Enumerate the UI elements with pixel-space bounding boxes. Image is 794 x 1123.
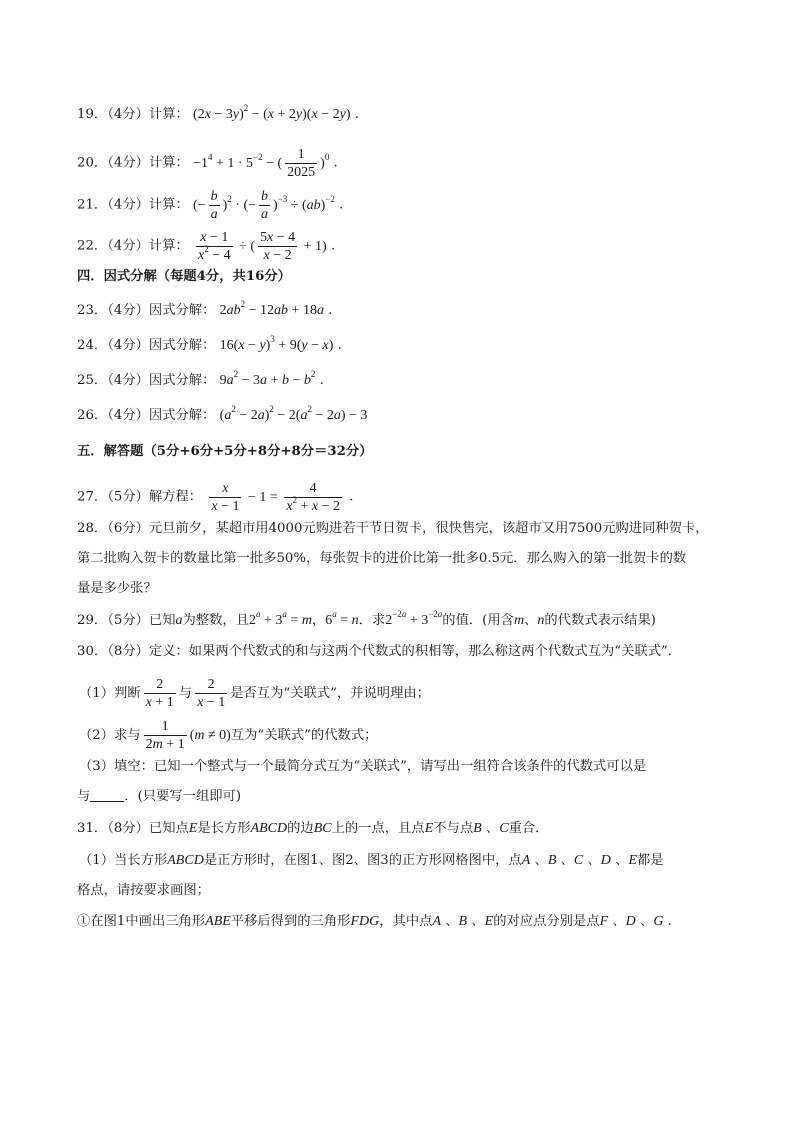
question-31-subpart-1: ①在图1中画出三角形ABE平移后得到的三角形FDG，其中点A 、B 、E的对应点分别是点F 、D 、G . [77, 914, 672, 929]
question-25: 25．（4分）因式分解： $9a^2 - 3a + b - b^2$ . [77, 369, 324, 388]
q26-instruction: 因式分解： [148, 408, 216, 423]
q19-expression: $(2x - 3y)^2 - (x + 2y)(x - 2y)$ [193, 103, 351, 122]
q22-instruction: 计算： [148, 238, 189, 254]
section-4-heading: 四．因式分解（每题4分，共16分） [77, 269, 291, 284]
question-31: 31．（8分）已知点E是长方形ABCD的边BC上的一点，且点E不与点B 、C重合． [77, 821, 549, 836]
question-27: 27．（5分）解方程： $\frac{x}{x - 1}$ − 1 = $\frac{4}{x^2 + x - 2}$ . [77, 481, 354, 514]
question-21: 21．（4分）计算： (− $\frac{b}{a}$ )$^2$ · (− $\frac{b}{a}$ )$^{-3}$ ÷ (ab)$^{-2}$ . [77, 189, 344, 222]
question-30-part-1: （1）判断 $\frac{2}{x + 1}$ 与 $\frac{2}{x - 1}$ 是否互为“关联式”，并说明理由； [79, 677, 430, 710]
question-30-part-2: （2）求与 $\frac{1}{2m + 1}$ (m ≠ 0)互为“关联式”的代数式； [79, 719, 378, 752]
q20-expression: $-1^4 + 1 \cdot 5^{-2}$ − ( $\frac{1}{2025}$ )$^0$ [193, 147, 330, 180]
q27-equation: $\frac{x}{x - 1}$ − 1 = $\frac{4}{x^2 + x - 2}$ [211, 481, 341, 514]
section-5-heading: 五．解答题（5分+6分+5分+8分+8分＝32分） [77, 444, 373, 459]
q24-instruction: 因式分解： [148, 338, 216, 353]
q25-number: 25 [77, 373, 94, 388]
q19-number: 19 [77, 107, 94, 122]
question-30-part-3-answer: 与 ．(只要写一组即可) [77, 789, 242, 804]
q21-expression: (− $\frac{b}{a}$ )$^2$ · (− $\frac{b}{a}$ )$^{-3}$ ÷ (ab)$^{-2}$ [193, 189, 335, 222]
q20-number: 20 [77, 155, 94, 171]
question-31-part-1: （1）当长方形ABCD是正方形时，在图1、图2、图3的正方形网格图中，点A 、B 、C 、D 、E都是 [79, 853, 664, 868]
q21-number: 21 [77, 197, 94, 213]
q27-number: 27 [77, 489, 94, 505]
question-26: 26．（4分）因式分解： $(a^2 - 2a)^2 - 2(a^2 - 2a) - 3$ [77, 404, 368, 423]
q23-number: 23 [77, 303, 94, 318]
q23-expression: $2ab^2 - 12ab + 18a$ [219, 299, 324, 318]
q24-expression: $16(x - y)^3 + 9(y - x)$ [219, 334, 334, 353]
question-24: 24．（4分）因式分解： $16(x - y)^3 + 9(y - x)$ . [77, 334, 342, 353]
q23-instruction: 因式分解： [148, 303, 216, 318]
q26-expression: $(a^2 - 2a)^2 - 2(a^2 - 2a) - 3$ [219, 404, 368, 423]
question-30-part-3: （3）填空：已知一个整式与一个最简分式互为“关联式”，请写出一组符合该条件的代数式可以是 [79, 759, 647, 774]
question-23: 23．（4分）因式分解： $2ab^2 - 12ab + 18a$ . [77, 299, 333, 318]
question-28-line-3: 量是多少张？ [77, 581, 157, 596]
q20-instruction: 计算： [148, 155, 189, 171]
question-22: 22．（4分）计算： $\frac{x - 1}{x^2 - 4}$ ÷ ( $\frac{5x - 4}{x - 2}$ + 1) . [77, 230, 336, 263]
q24-number: 24 [77, 338, 94, 353]
question-29: 29．（5分）已知a为整数，且$2^a + 3^a = m$，$6^a = n$．求$2^{-2a} + 3^{-2a}$的值．(用含m、n的代数式表示结果) [77, 609, 656, 628]
question-31-part-1-cont: 格点，请按要求画图； [77, 883, 210, 898]
q25-instruction: 因式分解： [148, 373, 216, 388]
answer-blank [90, 787, 124, 802]
q21-instruction: 计算： [148, 197, 189, 213]
q22-expression: $\frac{x - 1}{x^2 - 4}$ ÷ ( $\frac{5x - 4}{x - 2}$ + 1) [198, 230, 327, 263]
q26-number: 26 [77, 408, 94, 423]
question-20: 20．（4分）计算： $-1^4 + 1 \cdot 5^{-2}$ − ( $\frac{1}{2025}$ )$^0$ . [77, 147, 338, 180]
question-28-line-2: 第二批购入贺卡的数量比第一批多50%，每张贺卡的进价比第一批多0.5元．那么购入的第一批贺卡的数 [77, 551, 687, 566]
q22-number: 22 [77, 238, 94, 254]
q19-instruction: 计算： [148, 107, 189, 122]
question-30-definition: 30．（8分）定义：如果两个代数式的和与这两个代数式的积相等，那么称这两个代数式互为“关联式”． [77, 644, 682, 659]
q27-instruction: 解方程： [148, 489, 203, 505]
q25-expression: $9a^2 - 3a + b - b^2$ [219, 369, 316, 388]
question-28-line-1: 28．（6分）元旦前夕，某超市用4000元购进若干节日贺卡，很快售完，该超市又用7500元购进同种贺卡， [77, 521, 709, 536]
question-19: 19．（4分）计算： $(2x - 3y)^2 - (x + 2y)(x - 2y)$ . [77, 103, 359, 122]
